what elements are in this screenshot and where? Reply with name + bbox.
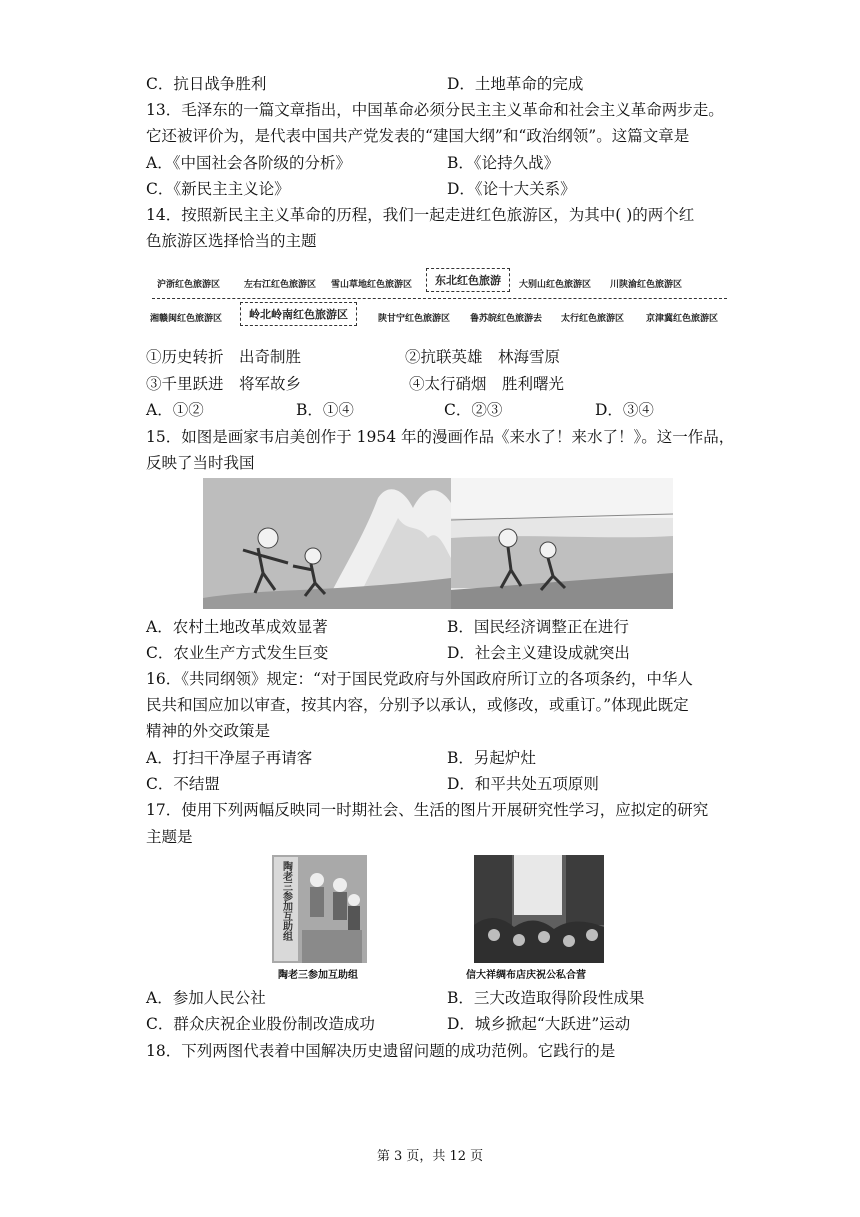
dashed-divider <box>152 298 727 299</box>
q15-option-b: B．国民经济调整正在进行 <box>447 618 629 636</box>
q16-option-c: C．不结盟 <box>146 775 220 793</box>
q16-option-d: D．和平共处五项原则 <box>447 775 599 793</box>
page-footer: 第 3 页，共 12 页 <box>376 1149 484 1164</box>
poster-text: 陶老三参加互助组 <box>280 861 292 941</box>
q17-option-a: A．参加人民公社 <box>146 989 266 1007</box>
q12-option-d: D．土地革命的完成 <box>447 75 584 93</box>
q14-option-d: D．③④ <box>595 401 654 419</box>
image-caption-left: 陶老三参加互助组 <box>278 970 358 981</box>
q17-option-c: C．群众庆祝企业股份制改造成功 <box>146 1015 375 1033</box>
q15-stem-line-2: 反映了当时我国 <box>146 454 255 472</box>
q13-stem-line-1: 13．毛泽东的一篇文章指出，中国革命必须分民主主义革命和社会主义革命两步走。 <box>146 101 724 119</box>
zone-label: 大别山红色旅游区 <box>519 280 592 290</box>
zone-label: 川陕渝红色旅游区 <box>610 280 683 290</box>
q17-stem-line-1: 17．使用下列两幅反映同一时期社会、生活的图片开展研究性学习，应拟定的研究 <box>146 801 709 819</box>
zone-label: 鲁苏皖红色旅游去 <box>470 314 543 324</box>
zone-label: 湘赣闽红色旅游区 <box>150 314 223 324</box>
zone-label: 陕甘宁红色旅游区 <box>378 314 451 324</box>
q16-option-b: B．另起炉灶 <box>447 749 536 767</box>
q13-option-b: B．《论持久战》 <box>447 154 560 172</box>
q14-theme-1: ①历史转折 出奇制胜 <box>146 348 302 366</box>
shop-celebration-image <box>474 855 604 963</box>
zone-label: 太行红色旅游区 <box>561 314 625 324</box>
zone-label: 雪山草地红色旅游区 <box>331 280 413 290</box>
q14-stem-line-1: 14．按照新民主主义革命的历程，我们一起走进红色旅游区，为其中( )的两个红 <box>146 206 695 224</box>
q14-theme-2: ②抗联英雄 林海雪原 <box>405 348 561 366</box>
zone-label: 沪浙红色旅游区 <box>157 280 221 290</box>
q14-theme-3: ③千里跃进 将军故乡 <box>146 375 302 393</box>
q17-option-d: D．城乡掀起“大跃进”运动 <box>447 1015 631 1033</box>
q14-option-b: B．①④ <box>296 401 354 419</box>
q15-option-c: C．农业生产方式发生巨变 <box>146 644 329 662</box>
q12-option-c: C．抗日战争胜利 <box>146 75 267 93</box>
q13-option-a: A．《中国社会各阶级的分析》 <box>146 154 351 172</box>
mutual-aid-group-image <box>272 855 367 963</box>
q15-stem-line-1: 15．如图是画家韦启美创作于 1954 年的漫画作品《来水了！来水了！》。这一作品， <box>146 428 735 446</box>
q16-stem-line-2: 民共和国应加以审查，按其内容，分别予以承认，或修改，或重订。”体现此既定 <box>146 696 689 714</box>
image-caption-right: 信大祥绸布店庆祝公私合营 <box>466 970 586 981</box>
q16-option-a: A．打扫干净屋子再请客 <box>146 749 313 767</box>
zone-label: 左右江红色旅游区 <box>244 280 317 290</box>
q17-stem-line-2: 主题是 <box>146 828 193 846</box>
q13-option-d: D．《论十大关系》 <box>447 180 576 198</box>
q18-stem-line-1: 18．下列两图代表着中国解决历史遗留问题的成功范例。它践行的是 <box>146 1042 616 1060</box>
q14-stem-line-2: 色旅游区选择恰当的主题 <box>146 232 317 250</box>
q16-stem-line-3: 精神的外交政策是 <box>146 722 271 740</box>
q17-option-b: B．三大改造取得阶段性成果 <box>447 989 645 1007</box>
q14-theme-4: ④太行硝烟 胜利曙光 <box>409 375 565 393</box>
q14-option-a: A．①② <box>146 401 204 419</box>
q13-option-c: C．《新民主主义论》 <box>146 180 290 198</box>
zone-label-highlighted: 岭北岭南红色旅游区 <box>240 302 357 326</box>
zone-label-highlighted: 东北红色旅游 <box>426 268 510 292</box>
q13-stem-line-2: 它还被评价为，是代表中国共产党发表的“建国大纲”和“政治纲领”。这篇文章是 <box>146 127 690 145</box>
q14-option-c: C．②③ <box>444 401 503 419</box>
q15-option-a: A．农村土地改革成效显著 <box>146 618 328 636</box>
cartoon-image <box>203 478 673 609</box>
q15-option-d: D．社会主义建设成就突出 <box>447 644 630 662</box>
q16-stem-line-1: 16．《共同纲领》规定：“对于国民党政府与外国政府所订立的各项条约，中华人 <box>146 670 693 688</box>
zone-label: 京津冀红色旅游区 <box>646 314 719 324</box>
